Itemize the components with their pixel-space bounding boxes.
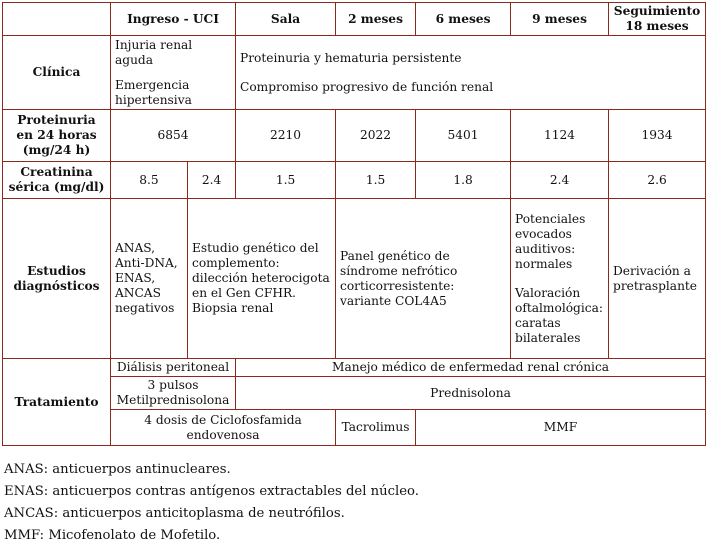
proteinuria-value: 5401 xyxy=(416,110,511,162)
estudios-anticuerpos: ANAS, Anti-DNA, ENAS, ANCAS negativos xyxy=(111,199,188,359)
proteinuria-value: 2022 xyxy=(336,110,416,162)
clinica-row xyxy=(3,36,706,110)
creatinina-value: 1.8 xyxy=(416,162,511,199)
legend-item-anas: ANAS: anticuerpos antinucleares. xyxy=(4,462,231,477)
proteinuria-row xyxy=(3,110,706,162)
clinica-seguimiento xyxy=(236,36,706,110)
proteinuria-value: 2210 xyxy=(236,110,336,162)
clinica-emergencia: Emergencia hipertensiva xyxy=(115,77,192,107)
tratamiento-mmf: MMF xyxy=(416,410,706,446)
estudios-valoracion: Valoración oftalmológica: caratas bilaterales xyxy=(515,285,603,345)
row-label-creatinina: Creatinina sérica (mg/dl) xyxy=(3,162,111,199)
estudios-potenciales: Potenciales evocados auditivos: normales xyxy=(515,211,586,271)
col-header-sala: Sala xyxy=(236,3,336,36)
row-label-estudios: Estudios diagnósticos xyxy=(3,199,111,359)
legend-item-enas: ENAS: anticuerpos contras antígenos extractables del núcleo. xyxy=(4,484,419,499)
estudios-panel-genetico: Panel genético de síndrome nefrótico corticorresistente: variante COL4A5 xyxy=(336,199,511,359)
estudios-row xyxy=(3,199,706,359)
col-header-ingreso: Ingreso - UCI xyxy=(111,3,236,36)
tratamiento-manejo: Manejo médico de enfermedad renal crónica xyxy=(236,359,706,377)
tratamiento-prednisolona: Prednisolona xyxy=(236,377,706,410)
estudios-derivacion: Derivación a pretrasplante xyxy=(609,199,706,359)
tratamiento-dialisis: Diálisis peritoneal xyxy=(111,359,236,377)
estudios-9-meses xyxy=(511,199,609,359)
clinica-proteinuria-hematuria: Proteinuria y hematuria persistente xyxy=(240,50,462,65)
creatinina-value: 2.6 xyxy=(609,162,706,199)
col-header-6-meses: 6 meses xyxy=(416,3,511,36)
clinica-compromiso-renal: Compromiso progresivo de función renal xyxy=(240,79,494,94)
creatinina-value: 1.5 xyxy=(336,162,416,199)
tratamiento-row-1 xyxy=(3,359,706,377)
creatinina-value: 2.4 xyxy=(511,162,609,199)
proteinuria-value: 1934 xyxy=(609,110,706,162)
proteinuria-value: 1124 xyxy=(511,110,609,162)
tratamiento-pulsos: 3 pulsos Metilprednisolona xyxy=(111,377,236,410)
clinical-timeline-table xyxy=(2,2,706,446)
header-row xyxy=(3,3,706,36)
proteinuria-value: 6854 xyxy=(111,110,236,162)
estudios-complemento: Estudio genético del complemento: dilección heterocigota en el Gen CFHR. Biopsia renal xyxy=(188,199,336,359)
tratamiento-tacrolimus: Tacrolimus xyxy=(336,410,416,446)
tratamiento-ciclofosfamida: 4 dosis de Ciclofosfamida endovenosa xyxy=(111,410,336,446)
abbreviations-legend xyxy=(4,459,419,547)
creatinina-value: 8.5 xyxy=(111,162,188,199)
clinica-injuria: Injuria renal aguda xyxy=(115,37,193,67)
legend-item-mmf: MMF: Micofenolato de Mofetilo. xyxy=(4,528,221,543)
creatinina-value: 1.5 xyxy=(236,162,336,199)
header-corner xyxy=(3,3,111,36)
col-header-2-meses: 2 meses xyxy=(336,3,416,36)
creatinina-row xyxy=(3,162,706,199)
row-label-tratamiento: Tratamiento xyxy=(3,359,111,446)
clinica-ingreso xyxy=(111,36,236,110)
col-header-9-meses: 9 meses xyxy=(511,3,609,36)
legend-item-ancas: ANCAS: anticuerpos anticitoplasma de neutrófilos. xyxy=(4,506,345,521)
creatinina-value: 2.4 xyxy=(188,162,236,199)
row-label-proteinuria: Proteinuria en 24 horas (mg/24 h) xyxy=(3,110,111,162)
col-header-seguimiento: Seguimiento 18 meses xyxy=(609,3,706,36)
row-label-clinica: Clínica xyxy=(3,36,111,110)
